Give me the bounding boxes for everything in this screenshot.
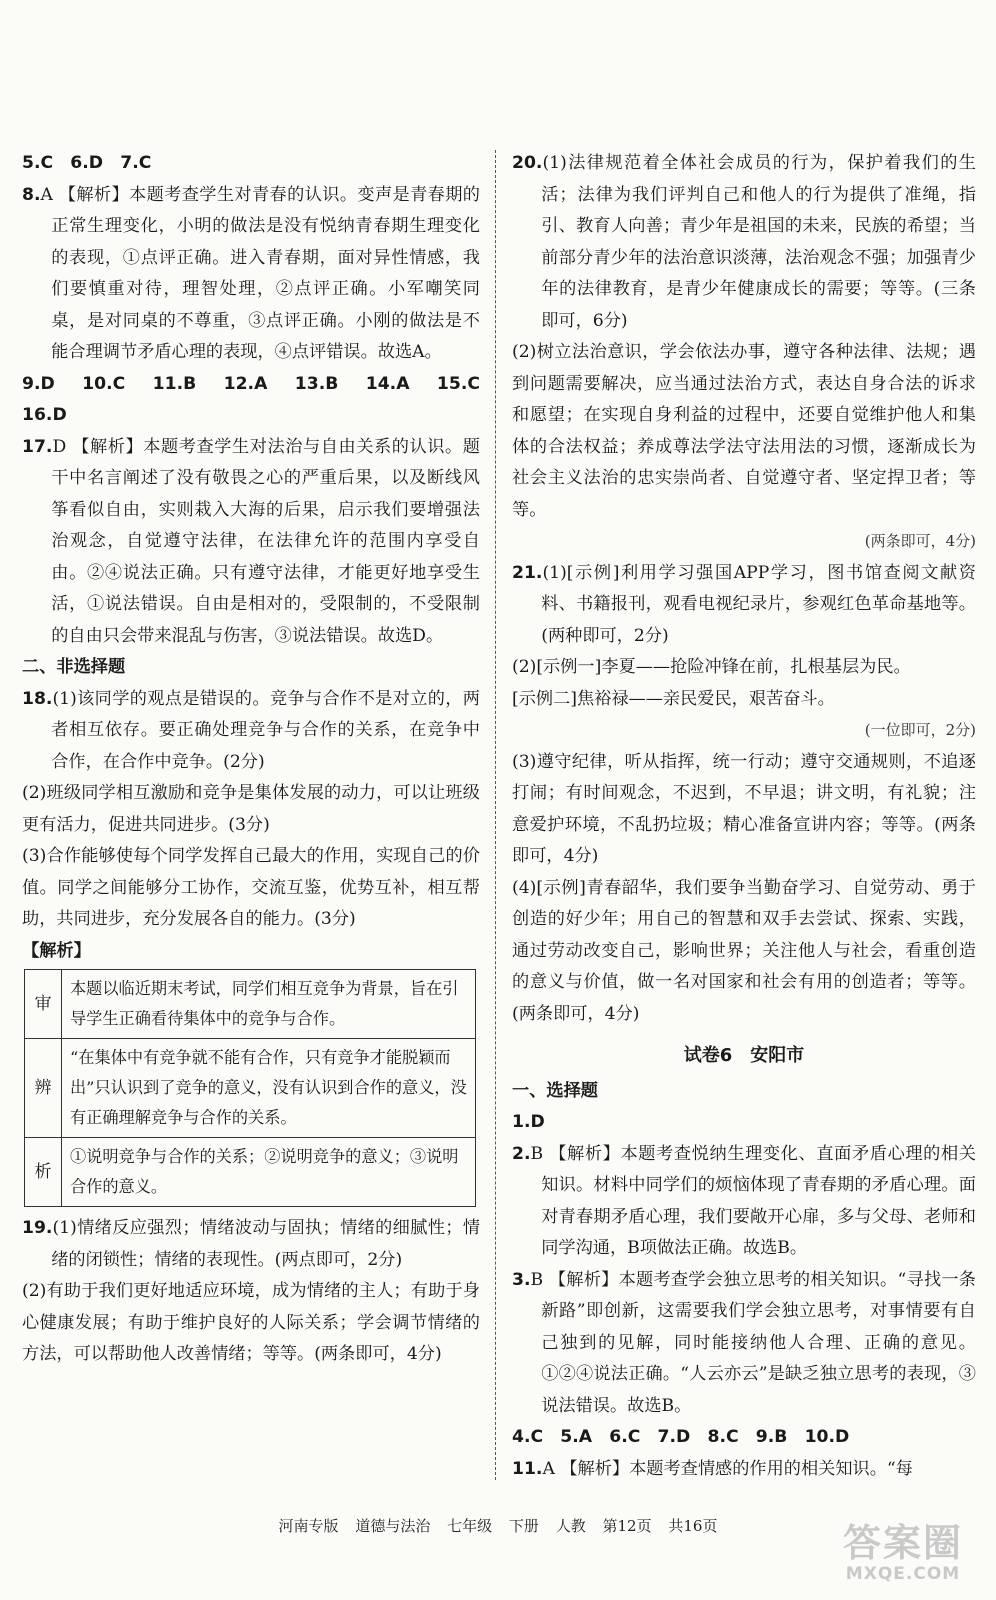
- answer-21-part3: (3)遵守纪律，听从指挥，统一行动；遵守交通规则，不追逐打闹；有时间观念，不迟到，不早退；讲文明，有礼貌；注意爱护环境，不乱扔垃圾；精心准备宣讲内容；等等。(两条即可，4分): [512, 751, 976, 866]
- left-column: [22, 148, 498, 1371]
- right-column: [512, 148, 976, 1485]
- answer-19-part2: (2)有助于我们更好地适应环境，成为情绪的主人；有助于身心健康发展；有助于维护良好的人际关系；学会调节情绪的方法，可以帮助他人改善情绪；等等。(两条即可，4分): [22, 1281, 480, 1364]
- q18-number: 18.: [22, 688, 53, 709]
- footer-subject: 道德与法治: [355, 1517, 431, 1535]
- q2-number: 2.: [512, 1143, 531, 1164]
- q17-number: 17.: [22, 436, 53, 457]
- table-row-body: “在集体中有竞争就不能有合作，只有竞争才能脱颖而出”只认识到了竞争的意义，没有认识到合作的意义，没有正确理解竞争与合作的关系。: [62, 1039, 476, 1138]
- answer-18-part1: [22, 684, 480, 779]
- q2-text: B 【解析】本题考查悦纳生理变化、直面矛盾心理的相关知识。材料中同学们的烦恼体现了青春期的矛盾心理。面对青春期矛盾心理，我们要敞开心扉，多与父母、老师和同学沟通，B项做法正确。故选B。: [530, 1143, 976, 1258]
- answer-2: [512, 1139, 976, 1265]
- answers-9-16: 9.D 10.C 11.B 12.A 13.B 14.A 15.C 16.D: [22, 373, 498, 425]
- watermark-logo: [828, 1522, 978, 1592]
- answer-19-part1: [22, 1213, 480, 1276]
- q18-part1-text: (1)该同学的观点是错误的。竞争与合作不是对立的，两者相互依存。要正确处理竞争与合作的关系，在竞争中合作，在合作中竞争。(2分): [51, 688, 480, 772]
- q19-number: 19.: [22, 1218, 53, 1238]
- footer-volume: 下册: [508, 1517, 539, 1535]
- q21-number: 21.: [512, 562, 543, 583]
- answer-17: [22, 432, 480, 653]
- q3-text: B 【解析】本题考查学会独立思考的相关知识。“寻找一条新路”即创新，这需要我们学会独立思考，对事情要有自己独到的见解，同时能接纳他人合理、正确的意见。①②④说法正确。“人云亦云”是缺乏独立思考的表现，③说法错误。故选B。: [530, 1269, 976, 1416]
- q17-text: D 【解析】本题考查学生对法治与自由关系的认识。题干中名言阐述了没有敬畏之心的严重后果，以及断线风筝看似自由，实则栽入大海的后果，启示我们要增强法治观念，自觉遵守法律，在法律允许的范围内享受自由。②④说法正确。只有遵守法律，才能更好地享受生活，①说法错误。自由是相对的，受限制的，不受限制的自由只会带来混乱与伤害，③说法错误。故选D。: [51, 436, 480, 646]
- table-row-body: ①说明竞争与合作的关系；②说明竞争的意义；③说明合作的意义。: [62, 1138, 476, 1207]
- q20-number: 20.: [512, 153, 543, 173]
- q20-part1-text: (1)法律规范着全体社会成员的行为，保护着我们的生活；法律为我们评判自己和他人的行为提供了准绳，指引、教育人向善；青少年是祖国的未来，民族的希望；当前部分青少年的法治意识淡薄，法治观念不强；加强青少年的法律教育，是青少年健康成长的需要；等等。(三条即可，6分): [541, 153, 976, 331]
- answer-20-part2: (2)树立法治意识，学会依法办事，遵守各种法律、法规；遇到问题需要解决，应当通过法治方式，表达自身合法的诉求和愿望；在实现自身利益的过程中，还要自觉维护他人和集体的合法权益；养成尊法学法守法用法的习惯，逐渐成长为社会主义法治的忠实崇尚者、自觉遵守者、坚定捍卫者；等等。: [512, 342, 976, 520]
- analysis-table: [24, 969, 476, 1207]
- q8-number: 8.: [22, 184, 41, 205]
- q19-part1-text: (1)情绪反应强烈；情绪波动与固执；情绪的细腻性；情绪的闭锁性；情绪的表现性。(两点即可，2分): [51, 1218, 480, 1270]
- table-row-head: 辨: [25, 1039, 62, 1138]
- answer-20-score-note: (两条即可，4分): [864, 532, 976, 550]
- section-heading-choice: 一、选择题: [512, 1080, 598, 1101]
- analysis-label: 【解析】: [22, 940, 91, 961]
- q11-number: 11.: [512, 1458, 543, 1479]
- answer-21-part2-example2: [示例二]焦裕禄——亲民爱民，艰苦奋斗。: [512, 688, 835, 709]
- answer-3: [512, 1265, 976, 1423]
- answer-18-part3: (3)合作能够使每个同学发挥自己最大的作用，实现自己的价值。同学之间能够分工协作，交流互鉴，优势互补，相互帮助，共同进步，充分发展各自的能力。(3分): [22, 846, 480, 929]
- footer-publisher: 人教: [555, 1517, 586, 1535]
- section-heading-non-choice: 二、非选择题: [22, 657, 126, 677]
- answer-20-part1: [512, 148, 976, 337]
- answer-18-part2: (2)班级同学相互激励和竞争是集体发展的动力，可以让班级更有活力，促进共同进步。(3分): [22, 783, 480, 835]
- footer-edition: 河南专版: [278, 1517, 339, 1535]
- footer-total-pages: 共16页: [668, 1517, 718, 1535]
- table-row-head: 析: [25, 1138, 62, 1207]
- answer-1: 1.D: [512, 1112, 545, 1132]
- table-row: [25, 970, 476, 1039]
- column-divider: [495, 150, 496, 1480]
- table-row-head: 审: [25, 970, 62, 1039]
- footer-page-number: 第12页: [602, 1517, 652, 1535]
- answers-5-7: 5.C 6.D 7.C: [22, 153, 152, 173]
- q3-number: 3.: [512, 1269, 531, 1290]
- answer-8: [22, 180, 480, 369]
- watermark-text: 答案圈: [842, 1521, 963, 1565]
- answer-11: [512, 1454, 976, 1486]
- table-row-body: 本题以临近期末考试，同学们相互竞争为背景，旨在引导学生正确看待集体中的竞争与合作。: [62, 970, 476, 1039]
- q11-text: A 【解析】本题考查情感的作用的相关知识。“每: [542, 1458, 913, 1479]
- answer-21-part1: [512, 558, 976, 653]
- table-row: [25, 1138, 476, 1207]
- table-row: [25, 1039, 476, 1138]
- answer-21-part4: (4)[示例]青春韶华，我们要争当勤奋学习、自觉劳动、勇于创造的好少年；用自己的智慧和双手去尝试、探索、实践，通过劳动改变自己，影响世界；关注他人与社会，看重创造的意义与价值，做一名对国家和社会有用的创造者；等等。(两条即可，4分): [512, 877, 976, 1024]
- answer-21-part2-score-note: (一位即可，2分): [864, 721, 976, 739]
- exam-title: 试卷6 安阳市: [683, 1045, 805, 1066]
- q21-part1-text: (1)[示例]利用学习强国APP学习，图书馆查阅文献资料、书籍报刊，观看电视纪录片，参观红色革命基地等。(两种即可，2分): [541, 562, 976, 646]
- answer-21-part2-example1: (2)[示例一]李夏——抢险冲锋在前，扎根基层为民。: [512, 657, 911, 677]
- watermark-url: MXQE.COM: [845, 1564, 961, 1584]
- footer-grade: 七年级: [447, 1517, 493, 1535]
- q8-text: A 【解析】本题考查学生对青春的认识。变声是青春期的正常生理变化，小明的做法是没有悦纳青春期生理变化的表现，①点评正确。进入青春期，面对异性情感，我们要慎重对待，理智处理，②点评正确。小军嘲笑同桌，是对同桌的不尊重，③点评正确。小刚的做法是不能合理调节矛盾心理的表现，④点评错误。故选A。: [40, 184, 480, 362]
- answers-4-10: 4.C 5.A 6.C 7.D 8.C 9.B 10.D: [512, 1427, 850, 1447]
